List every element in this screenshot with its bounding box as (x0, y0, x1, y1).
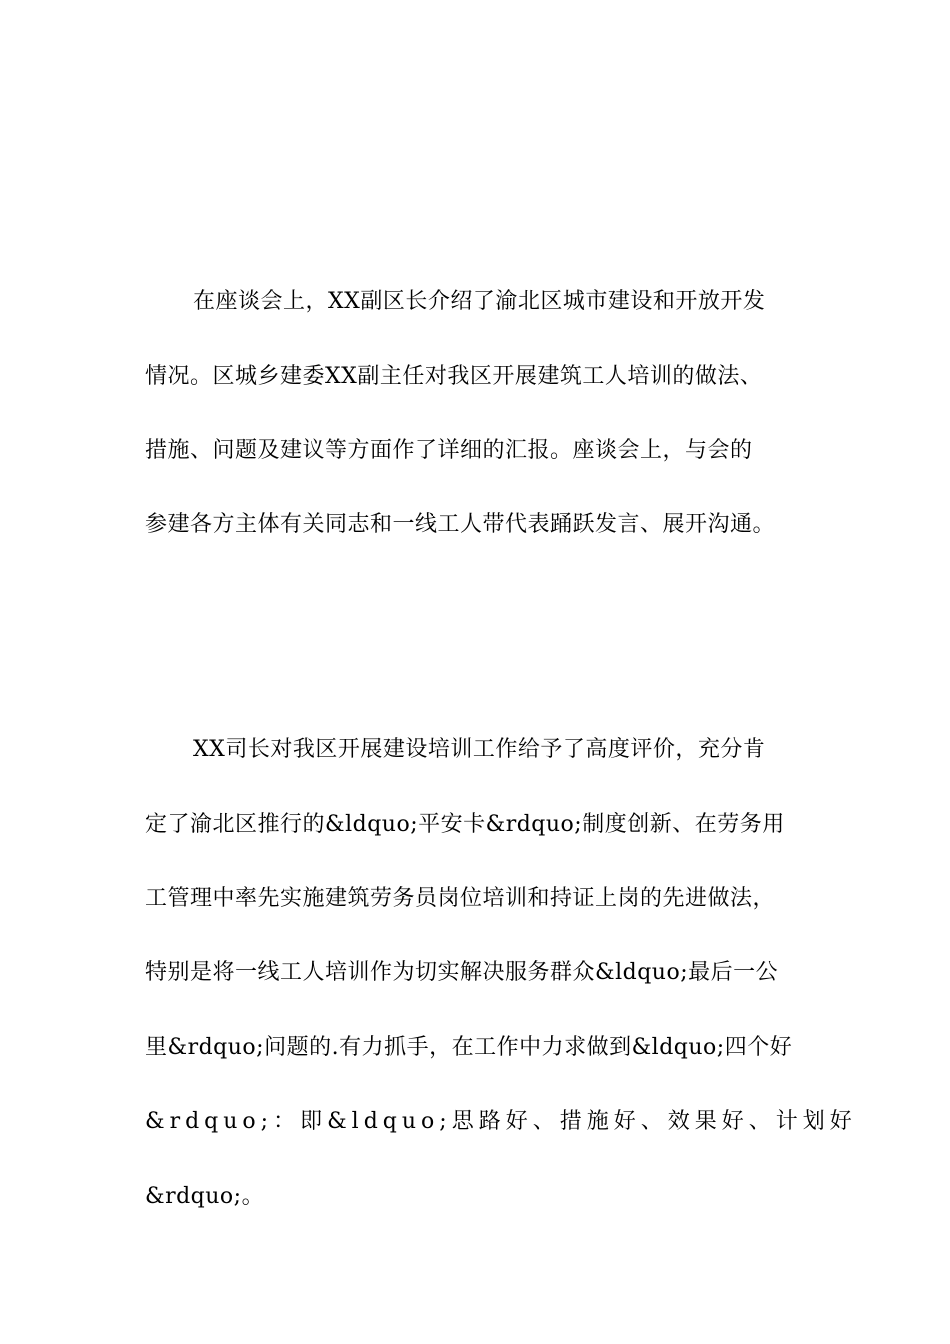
paragraph-2-line-2: 定了渝北区推行的&ldquo;平安卡&rdquo;制度创新、在劳务用 (145, 812, 785, 837)
paragraph-2-line-7: &rdquo;。 (145, 1184, 265, 1209)
paragraph-1-line-2: 情况。区城乡建委XX副主任对我区开展建筑工人培训的做法、 (145, 364, 763, 389)
paragraph-1-line-4: 参建各方主体有关同志和一线工人带代表踊跃发言、展开沟通。 (145, 512, 776, 537)
paragraph-1-line-3: 措施、问题及建议等方面作了详细的汇报。座谈会上，与会的 (145, 438, 753, 463)
paragraph-2-line-1: XX司长对我区开展建设培训工作给予了高度评价，充分肯 (193, 737, 766, 762)
paragraph-2-line-3: 工管理中率先实施建筑劳务员岗位培训和持证上岗的先进做法， (145, 886, 776, 911)
paragraph-2-line-5: 里&rdquo;问题的.有力抓手，在工作中力求做到&ldquo;四个好 (145, 1035, 793, 1060)
paragraph-2-line-6: &rdquo;：即&ldquo;思路好、措施好、效果好、计划好 (145, 1109, 857, 1134)
paragraph-2-line-4: 特别是将一线工人培训作为切实解决服务群众&ldquo;最后一公 (145, 960, 779, 985)
paragraph-1-line-1: 在座谈会上，XX副区长介绍了渝北区城市建设和开放开发 (193, 289, 766, 314)
